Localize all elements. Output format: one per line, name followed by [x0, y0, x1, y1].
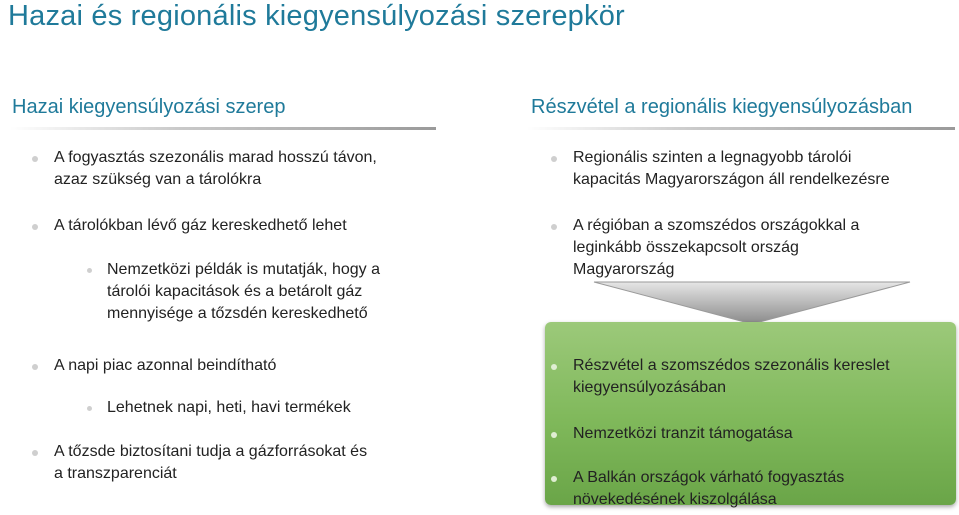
- list-item: [54, 355, 276, 377]
- right-column-heading: Részvétel a regionális kiegyensúlyozásban: [531, 96, 913, 118]
- bullet-icon: [87, 406, 92, 411]
- left-column-heading: Hazai kiegyensúlyozási szerep: [12, 96, 286, 118]
- list-item-line: tárolói kapacitások és a betárolt gáz: [107, 283, 363, 300]
- list-item-line: A fogyasztás szezonális marad hosszú távon,: [54, 149, 377, 166]
- list-item-line: azaz szükség van a tárolókra: [54, 171, 262, 188]
- list-item-line: növekedésének kiszolgálása: [573, 491, 777, 508]
- list-item: [54, 147, 377, 191]
- bullet-icon: [32, 364, 38, 370]
- bullet-icon: [551, 224, 557, 230]
- list-item-line: A régióban a szomszédos országokkal a: [573, 217, 860, 234]
- list-item-line: kapacitás Magyarországon áll rendelkezésre: [573, 171, 890, 188]
- bullet-icon: [551, 476, 557, 482]
- box-list-item: [573, 355, 890, 399]
- list-item-line: kiegyensúlyozásában: [573, 379, 726, 396]
- bullet-icon: [551, 156, 557, 162]
- list-item-line: A Balkán országok várható fogyasztás: [573, 469, 845, 486]
- list-item-line: A tőzsde biztosítani tudja a gázforrásokat és: [54, 443, 368, 460]
- list-item-line: mennyisége a tőzsdén kereskedhető: [107, 305, 368, 322]
- bullet-icon: [32, 450, 38, 456]
- list-item-line: Nemzetközi példák is mutatják, hogy a: [107, 261, 381, 278]
- list-item-line: a transzparenciát: [54, 465, 177, 482]
- sub-list-item: [107, 259, 380, 325]
- list-item-line: Nemzetközi tranzit támogatása: [573, 425, 793, 442]
- list-item-line: leginkább összekapcsolt ország: [573, 239, 799, 256]
- list-item-line: A napi piac azonnal beindítható: [54, 357, 277, 374]
- list-item-line: Lehetnek napi, heti, havi termékek: [107, 399, 351, 416]
- list-item: [54, 441, 367, 485]
- list-item: [54, 215, 347, 237]
- bullet-icon: [87, 268, 92, 273]
- list-item-line: A tárolókban lévő gáz kereskedhető lehet: [54, 217, 347, 234]
- list-item: [573, 215, 859, 281]
- bullet-icon: [32, 156, 38, 162]
- bullet-icon: [32, 224, 38, 230]
- bullet-icon: [551, 364, 557, 370]
- page-title: Hazai és regionális kiegyensúlyozási szerepkör: [8, 0, 625, 32]
- list-item-line: Regionális szinten a legnagyobb tárolói: [573, 149, 852, 166]
- list-item: [573, 147, 890, 191]
- bullet-icon: [551, 432, 557, 438]
- left-heading-underline: [10, 127, 436, 130]
- right-heading-underline: [527, 127, 955, 130]
- down-arrow-icon: [592, 280, 912, 326]
- sub-list-item: [107, 397, 351, 419]
- box-list-item: [573, 423, 793, 445]
- list-item-line: Magyarország: [573, 261, 675, 278]
- list-item-line: Részvétel a szomszédos szezonális kereslet: [573, 357, 890, 374]
- box-list-item: [573, 467, 844, 511]
